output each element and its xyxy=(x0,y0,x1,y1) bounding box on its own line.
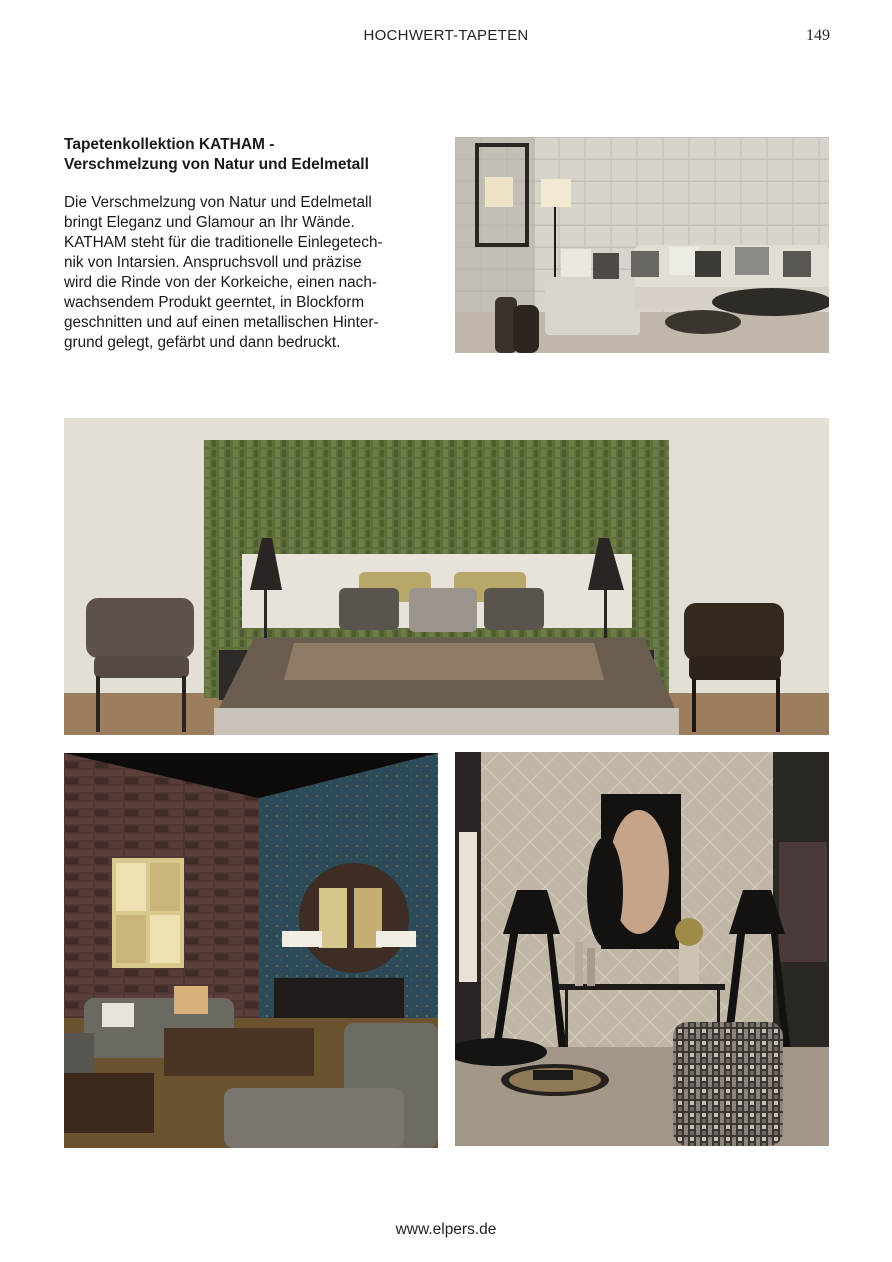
running-header: HOCHWERT-TAPETEN xyxy=(363,27,529,44)
body-line: wachsendem Produkt geerntet, in Blockform xyxy=(64,294,365,311)
body-line: KATHAM steht für die traditionelle Einlegetech- xyxy=(64,234,383,251)
heading-line: Tapetenkollektion KATHAM - xyxy=(64,136,275,153)
page-number: 149 xyxy=(806,27,830,44)
body-line: Die Verschmelzung von Natur und Edelmetall xyxy=(64,194,372,211)
article-body xyxy=(64,193,434,353)
console-room-photo xyxy=(455,752,829,1146)
living-room-photo xyxy=(455,137,829,353)
body-line: bringt Eleganz und Glamour an Ihr Wände. xyxy=(64,214,355,231)
body-line: geschnitten und auf einen metallischen Hinter- xyxy=(64,314,379,331)
article-heading xyxy=(64,135,434,175)
body-line: wird die Rinde von der Korkeiche, einen nach- xyxy=(64,274,377,291)
body-line: grund gelegt, gefärbt und dann bedruckt. xyxy=(64,334,341,351)
footer-url: www.elpers.de xyxy=(395,1221,497,1238)
lounge-photo xyxy=(64,753,438,1148)
heading-line: Verschmelzung von Natur und Edelmetall xyxy=(64,156,369,173)
body-line: nik von Intarsien. Anspruchsvoll und präzise xyxy=(64,254,362,271)
bedroom-photo xyxy=(64,418,829,735)
